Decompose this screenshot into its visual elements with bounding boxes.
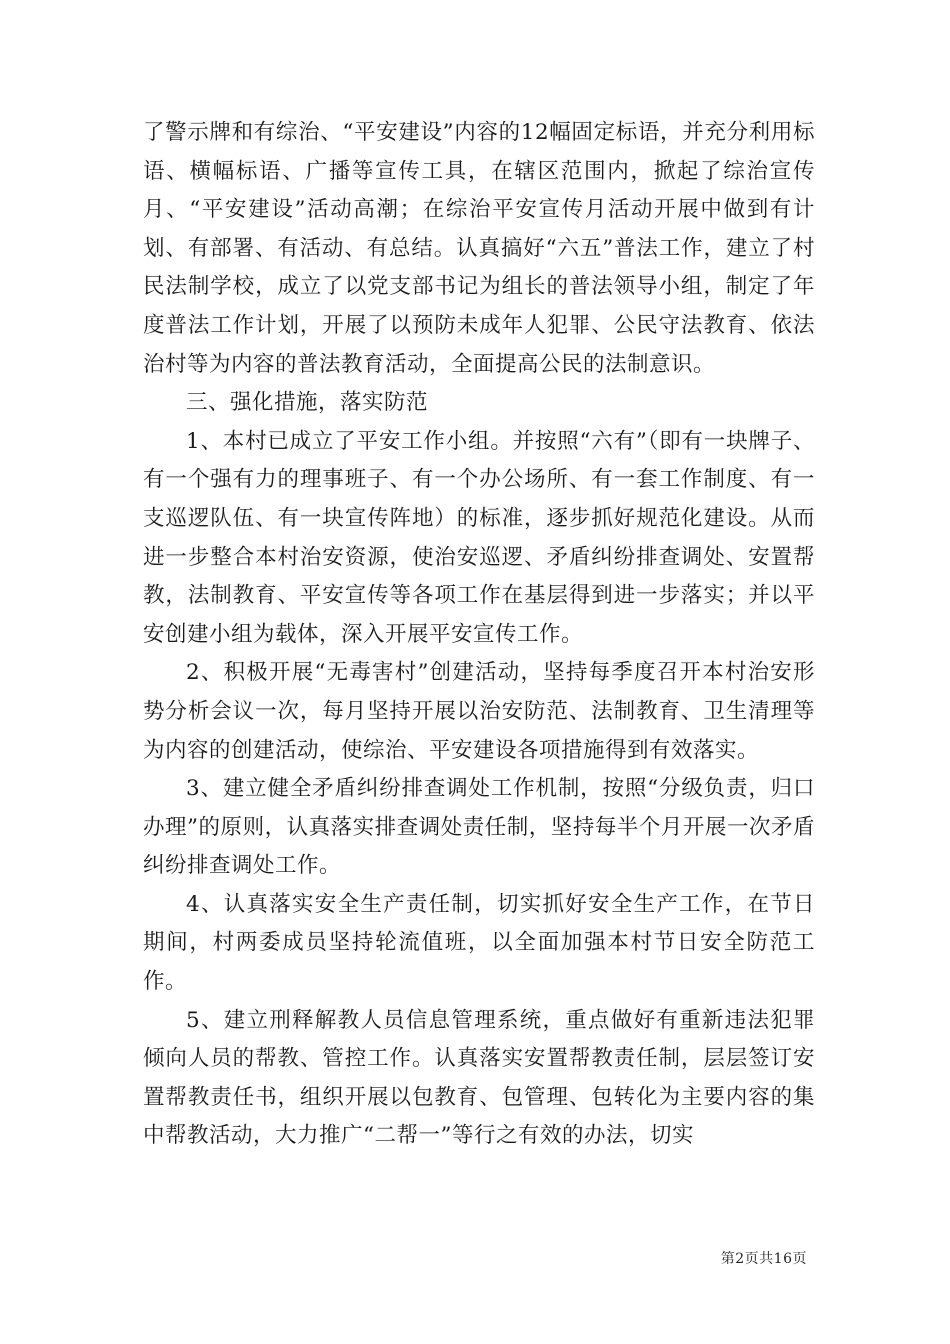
paragraph-continuation: 了警示牌和有综治、“平安建设”内容的12幅固定标语，并充分利用标语、横幅标语、广播等宣传工具，在辖区范围内，掀起了综治宣传月、“平安建设”活动高潮；在综治平安宣传月活动开展中做到有计划、有部署、有活动、有总结。认真搞好“六五”普法工作，建立了村民法制学校，成立了以党支部书记为组长的普法领导小组，制定了年度普法工作计划，开展了以预防未成年人犯罪、公民守法教育、依法治村等为内容的普法教育活动，全面提高公民的法制意识。 <box>143 120 815 377</box>
paragraph-item-4: 4、认真落实安全生产责任制，切实抓好安全生产工作，在节日期间，村两委成员坚持轮流值班，以全面加强本村节日安全防范工作。 <box>143 891 815 995</box>
page-number: 第2页共16页 <box>720 1251 807 1267</box>
paragraph-item-3: 3、建立健全矛盾纠纷排查调处工作机制，按照“分级负责，归口办理”的原则，认真落实排查调处责任制，坚持每半个月开展一次矛盾纠纷排查调处工作。 <box>143 776 815 879</box>
section-heading: 三、强化措施，落实防范 <box>186 390 429 416</box>
paragraph-item-2: 2、积极开展“无毒害村”创建活动，坚持每季度召开本村治安形势分析会议一次，每月坚持开展以治安防范、法制教育、卫生清理等为内容的创建活动，使综治、平安建设各项措施得到有效落实。 <box>143 660 815 763</box>
paragraph-item-1: 1、本村已成立了平安工作小组。并按照“六有”（即有一块牌子、有一个强有力的理事班子、有一个办公场所、有一套工作制度、有一支巡逻队伍、有一块宣传阵地）的标准，逐步抓好规范化建设。从而进一步整合本村治安资源，使治安巡逻、矛盾纠纷排查调处、安置帮教，法制教育、平安宣传等各项工作在基层得到进一步落实；并以平安创建小组为载体，深入开展平安宣传工作。 <box>143 428 815 647</box>
document-body <box>143 114 815 1156</box>
paragraph-item-5: 5、建立刑释解教人员信息管理系统，重点做好有重新违法犯罪倾向人员的帮教、管控工作。认真落实安置帮教责任制，层层签订安置帮教责任书，组织开展以包教育、包管理、包转化为主要内容的集中帮教活动，大力推广“二帮一”等行之有效的办法，切实 <box>143 1007 815 1149</box>
